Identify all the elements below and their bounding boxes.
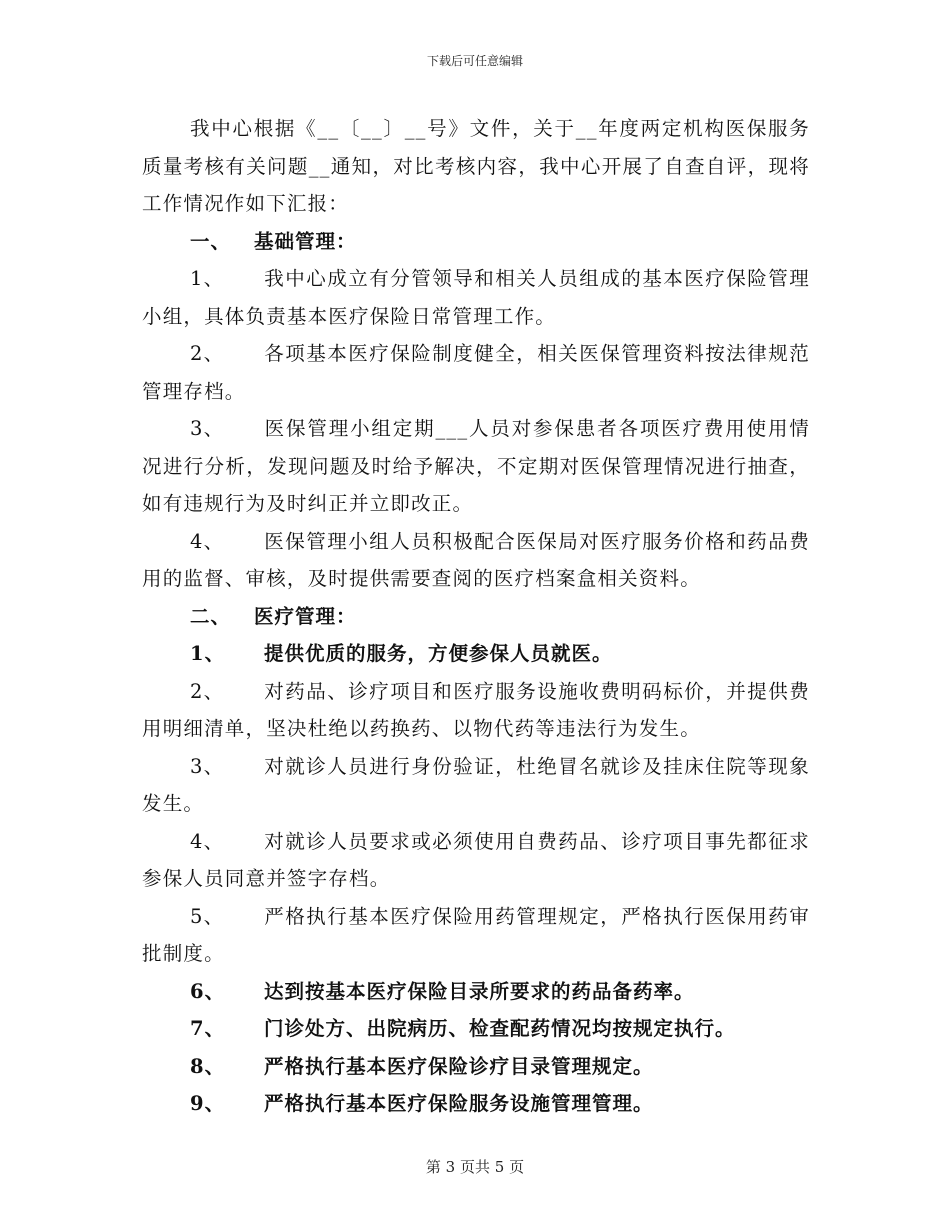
list-item (142, 260, 810, 335)
list-item (142, 748, 810, 823)
item-text: 我中心成立有分管领导和相关人员组成的基本医疗保险管理小组，具体负责基本医疗保险日常管理工作。 (142, 267, 810, 328)
section-heading-basic-management (142, 223, 810, 261)
item-number: 7、 (190, 1017, 226, 1040)
section-number: 二、 (190, 604, 232, 628)
list-item (142, 823, 810, 898)
section-heading-medical-management (142, 598, 810, 636)
item-number: 3、 (190, 417, 225, 440)
item-number: 2、 (190, 679, 225, 703)
item-number: 9、 (190, 1092, 226, 1115)
item-number: 4、 (190, 829, 225, 853)
section-title: 基础管理： (254, 229, 357, 253)
item-number: 8、 (190, 1054, 226, 1078)
intro-paragraph: 我中心根据《__〔__〕__号》文件，关于__年度两定机构医保服务质量考核有关问题__通知，对比考核内容，我中心开展了自查自评，现将工作情况作如下汇报： (142, 117, 810, 215)
item-number: 6、 (190, 979, 226, 1003)
page-header: 下载后可任意编辑 (426, 54, 523, 68)
page-footer: 第 3 页共 5 页 (425, 1158, 525, 1176)
item-number: 1、 (190, 642, 226, 665)
item-text: 医保管理小组人员积极配合医保局对医疗服务价格和药品费用的监督、审核，及时提供需要查阅的医疗档案盒相关资料。 (142, 529, 810, 590)
item-text: 各项基本医疗保险制度健全，相关医保管理资料按法律规范管理存档。 (142, 342, 810, 403)
list-item (142, 410, 810, 523)
item-text: 门诊处方、出院病历、检查配药情况均按规定执行。 (264, 1017, 736, 1040)
item-number: 5、 (190, 904, 225, 928)
section-number: 一、 (190, 229, 232, 253)
list-item (142, 973, 810, 1011)
list-item (142, 673, 810, 748)
item-text: 达到按基本医疗保险目录所要求的药品备药率。 (264, 979, 695, 1003)
item-text: 严格执行基本医疗保险用药管理规定，严格执行医保用药审批制度。 (142, 904, 810, 965)
document-body (142, 110, 810, 1123)
item-text: 医保管理小组定期___人员对参保患者各项医疗费用使用情况进行分析，发现问题及时给予解决，不定期对医保管理情况进行抽查，如有违规行为及时纠正并立即改正。 (142, 417, 810, 515)
item-number: 4、 (190, 529, 225, 553)
list-item (142, 1085, 810, 1123)
item-text: 提供优质的服务，方便参保人员就医。 (264, 642, 613, 665)
item-text: 严格执行基本医疗保险诊疗目录管理规定。 (264, 1054, 654, 1078)
item-text: 对就诊人员进行身份验证，杜绝冒名就诊及挂床住院等现象发生。 (142, 754, 810, 815)
item-number: 2、 (190, 342, 225, 365)
section-title: 医疗管理： (254, 604, 357, 628)
list-item (142, 635, 810, 673)
item-text: 对就诊人员要求或必须使用自费药品、诊疗项目事先都征求参保人员同意并签字存档。 (142, 829, 810, 890)
list-item (142, 335, 810, 410)
item-number: 1、 (190, 267, 225, 290)
list-item (142, 523, 810, 598)
item-text: 对药品、诊疗项目和医疗服务设施收费明码标价，并提供费用明细清单，坚决杜绝以药换药、以物代药等违法行为发生。 (142, 679, 810, 740)
list-item (142, 1048, 810, 1086)
item-number: 3、 (190, 754, 225, 778)
item-text: 严格执行基本医疗保险服务设施管理管理。 (264, 1092, 654, 1115)
list-item (142, 898, 810, 973)
list-item (142, 1010, 810, 1048)
